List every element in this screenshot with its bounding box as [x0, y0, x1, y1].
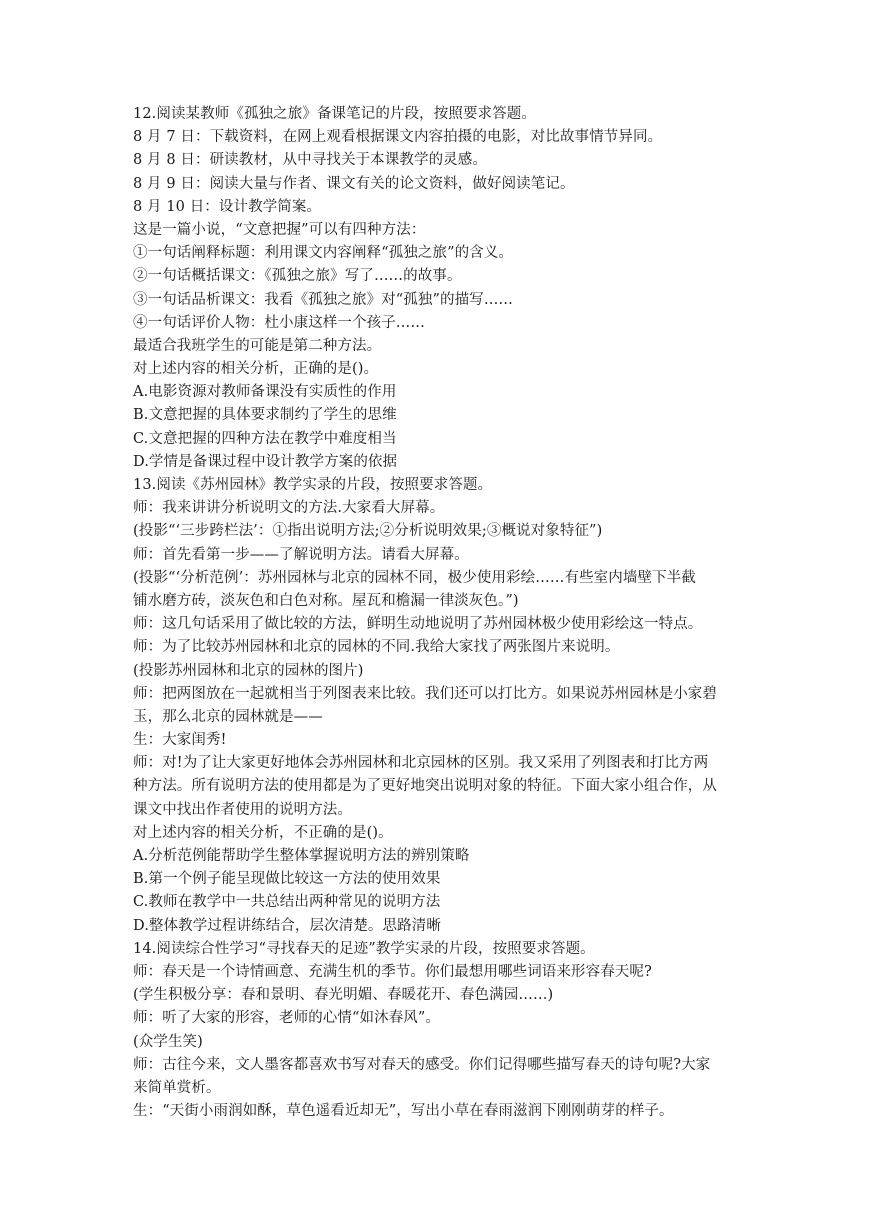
question-prompt: 对上述内容的相关分析，不正确的是()。 — [133, 824, 393, 841]
dialogue-line: 玉，那么北京的园林就是—— — [133, 708, 323, 725]
dialogue-line: 师：首先看第一步——了解说明方法。请看大屏幕。 — [133, 546, 469, 563]
question-prompt: 对上述内容的相关分析，正确的是()。 — [133, 361, 379, 378]
option-c: C.教师在教学中一共总结出两种常见的说明方法 — [133, 894, 441, 911]
dialogue-line: 师：听了大家的形容，老师的心情“如沐春风”。 — [133, 1010, 441, 1027]
dialogue-line: 师：对!为了让大家更好地体会苏州园林和北京园林的区别。我又采用了列图表和打比方两 — [133, 755, 709, 772]
method-item: ①一句话阐释标题：利用课文内容阐释“孤独之旅”的含义。 — [133, 245, 514, 262]
method-item: ④一句话评价人物：杜小康这样一个孩子…… — [133, 314, 425, 331]
question-14-stem: 14.阅读综合性学习“寻找春天的足迹”教学实录的片段，按照要求答题。 — [133, 940, 595, 957]
dialogue-line: 来简单赏析。 — [133, 1079, 221, 1096]
question-12-stem: 12.阅读某教师《孤独之旅》备课笔记的片段，按照要求答题。 — [133, 106, 536, 122]
option-b: B.文意把握的具体要求制约了学生的思维 — [133, 407, 397, 424]
method-item: ③一句话品析课文：我看《孤独之旅》对“孤独”的描写…… — [133, 291, 514, 308]
dialogue-line: 师：为了比较苏州园林和北京的园林的不同.我给大家找了两张图片来说明。 — [133, 639, 620, 656]
note-line: 8 月 9 日：阅读大量与作者、课文有关的论文资料，做好阅读笔记。 — [133, 175, 575, 192]
dialogue-line: 师：我来讲讲分析说明文的方法.大家看大屏幕。 — [133, 500, 445, 517]
dialogue-line: 师：春天是一个诗情画意、充满生机的季节。你们最想用哪些词语来形容春天呢? — [133, 963, 652, 980]
option-a: A.分析范例能帮助学生整体掌握说明方法的辨别策略 — [133, 848, 470, 864]
option-d: D.学情是备课过程中设计教学方案的依据 — [133, 453, 398, 470]
dialogue-line: 师：古往今来，文人墨客都喜欢书写对春天的感受。你们记得哪些描写春天的诗句呢?大家 — [133, 1056, 711, 1073]
dialogue-line: (投影苏州园林和北京的园林的图片) — [133, 662, 364, 679]
option-a: A.电影资源对教师备课没有实质性的作用 — [133, 384, 397, 401]
option-c: C.文意把握的四种方法在教学中难度相当 — [133, 430, 397, 447]
document-text — [133, 103, 733, 1123]
note-line: 8 月 10 日：设计教学简案。 — [133, 198, 322, 215]
dialogue-line: (投影“‘分析范例’：苏州园林与北京的园林不同，极少使用彩绘……有些室内墙壁下半截 — [133, 569, 696, 586]
text-line: 这是一篇小说，“文意把握”可以有四种方法： — [133, 221, 426, 238]
option-d: D.整体教学过程讲练结合，层次清楚。思路清晰 — [133, 917, 441, 934]
dialogue-line: 师：这几句话采用了做比较的方法，鲜明生动地说明了苏州园林极少使用彩绘这一特点。 — [133, 616, 703, 633]
question-13-stem: 13.阅读《苏州园林》教学实录的片段，按照要求答题。 — [133, 477, 493, 493]
dialogue-line: (众学生笑) — [133, 1033, 203, 1050]
dialogue-line: 生：大家闺秀! — [133, 732, 227, 749]
dialogue-line: 种方法。所有说明方法的使用都是为了更好地突出说明对象的特征。下面大家小组合作，从 — [133, 778, 717, 795]
dialogue-line: 铺水磨方砖，淡灰色和白色对称。屋瓦和檐漏一律淡灰色。”) — [133, 592, 519, 609]
option-b: B.第一个例子能呈现做比较这一方法的使用效果 — [133, 871, 441, 888]
dialogue-line: (学生积极分享：春和景明、春光明媚、春暖花开、春色满园……) — [133, 987, 554, 1004]
method-item: ②一句话概括课文：《孤独之旅》写了……的故事。 — [133, 268, 462, 285]
dialogue-line: 课文中找出作者使用的说明方法。 — [133, 801, 352, 818]
dialogue-line: (投影“‘三步跨栏法’：①指出说明方法;②分析说明效果;③概说对象特征”) — [133, 523, 603, 540]
note-line: 8 月 8 日：研读教材，从中寻找关于本课教学的灵感。 — [133, 152, 487, 169]
dialogue-line: 师：把两图放在一起就相当于列图表来比较。我们还可以打比方。如果说苏州园林是小家碧 — [133, 685, 717, 702]
text-line: 最适合我班学生的可能是第二种方法。 — [133, 337, 382, 354]
note-line: 8 月 7 日：下载资料，在网上观看根据课文内容拍摄的电影，对比故事情节异同。 — [133, 129, 663, 146]
dialogue-line: 生：“天街小雨润如酥，草色遥看近却无”，写出小草在春雨滋润下刚刚萌芽的样子。 — [133, 1103, 674, 1120]
